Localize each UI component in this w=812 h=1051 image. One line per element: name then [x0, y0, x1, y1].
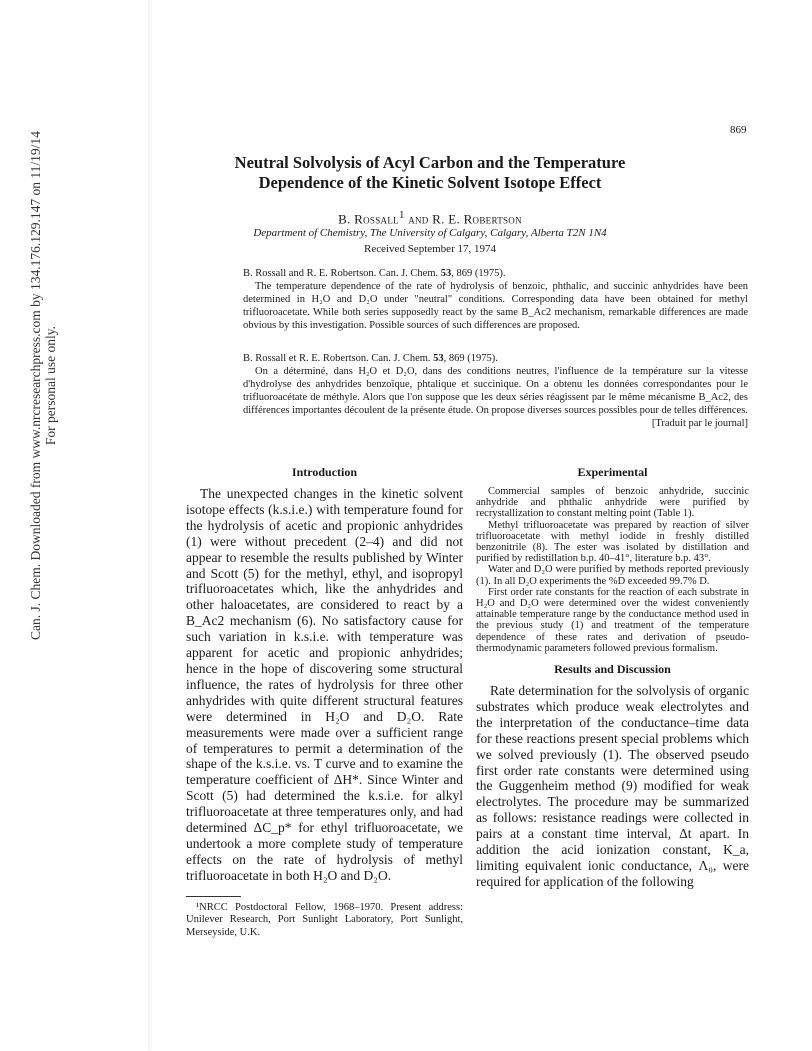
article-title: Neutral Solvolysis of Acyl Carbon and the Temperature Dependence of the Kinetic Solvent Isotope Effect [234, 153, 626, 192]
author-line [200, 209, 660, 227]
abstract-fr-text: On a déterminé, dans H₂O et D₂O, dans des conditions neutres, l'influence de la température sur la vitesse d'hydrolyse des anhydrides benzoïque, phtalique et succinique. On a obtenu les données correspondantes pour le trifluoroacétate de méthyle. Alors que l'on suppose que les deux séries réagissent par le même mécanisme B_Ac2, des différences importantes découlent de la présente étude. On propose diverses sources possibles pour de telles différences. [243, 366, 748, 416]
introduction-paragraph: The unexpected changes in the kinetic solvent isotope effects (k.s.i.e.) with temperature found for the hydrolysis of acetic and propionic anhydrides (1) were without precedent (2–4) and did not appear to resemble the results published by Winter and Scott (5) for the methyl, ethyl, and isopropyl trifluoroacetates which, like the anhydrides and other haloacetates, are considered to react by a B_Ac2 mechanism (6). No satisfactory cause for such variation in k.s.i.e. with temperature was apparent for acetic and propionic anhydrides; hence in the hope of discovering some structural influence, the rates of hydrolysis for three other anhydrides with quite different structural features were determined in H₂O and D₂O. Rate measurements were made over a sufficient range of temperatures to permit a determination of the shape of the k.s.i.e. vs. T curve and to examine the temperature coefficient of ΔH*. Since Winter and Scott (5) had determined the k.s.i.e. for alkyl trifluoroacetate at three temperatures only, and had determined ΔC_p* for ethyl trifluoroacetate, we undertook a more complete study of temperature effects on the rate of hydrolysis of methyl trifluoroacetate in both H₂O and D₂O. [186, 486, 463, 883]
affiliation: Department of Chemistry, The University of Calgary, Calgary, Alberta T2N 1N4 [253, 227, 607, 239]
author-1-name: ossall [363, 211, 399, 227]
results-heading: Results and Discussion [554, 662, 671, 677]
page-number: 869 [730, 124, 747, 136]
experimental-paragraph: Water and D₂O were purified by methods reported previously (1). In all D₂O experiments the %D exceeded 99.7% D. [476, 564, 749, 587]
experimental-paragraph: First order rate constants for the reaction of each substrate in H₂O and D₂O were determined over the widest conveniently attainable temperature range by the conductance method used in the previous study (1) and treatment of the temperature dependence of these rates and derivation of pseudo-thermodynamic parameters followed previous formalism. [476, 586, 749, 654]
introduction-heading: Introduction [291, 465, 358, 479]
watermark-line-1: Can. J. Chem. Downloaded from www.nrcresearchpress.com by 134.176.129.147 on 11/19/14 [28, 131, 43, 640]
author-conjunction: and [404, 211, 433, 227]
received-date: Received September 17, 1974 [364, 243, 496, 255]
experimental-paragraph: Commercial samples of benzoic anhydride, succinic anhydride and phthalic anhydride were purified by recrystallization to constant melting point (Table 1). [476, 486, 749, 520]
footnote: ¹NRCC Postdoctoral Fellow, 1968–1970. Present address: Unilever Research, Port Sunlight Laboratory, Port Sunlight, Merseyside, U.K. [186, 901, 463, 938]
right-column [476, 465, 749, 890]
author-1-initial: B. R [338, 211, 364, 227]
abstract-english [243, 267, 748, 332]
results-paragraph: Rate determination for the solvolysis of organic substrates which produce weak electrolytes and the interpretation of the conductance–time data for these reactions present special problems which we solved previously (1). The observed pseudo first order rate constants were determined using the Guggenheim method (9) modified for weak electrolytes. The procedure may be summarized as follows: resistance readings were collected in pairs at a constant time interval, Δt apart. In addition the acid ionization constant, K_a, limiting equivalent ionic conductance, Λ₀, were required for application of the following [476, 683, 749, 889]
watermark-line-2: For personal use only. [43, 325, 58, 446]
experimental-heading: Experimental [577, 465, 648, 479]
author-2-initial: R. E. R [432, 211, 473, 227]
author-1-footnote-mark: 1 [398, 209, 405, 221]
abstract-fr-citation: B. Rossall et R. E. Robertson. Can. J. Chem. 53, 869 (1975). [243, 353, 498, 364]
results-section [476, 662, 749, 890]
footnote-divider [186, 896, 241, 897]
abstract-french [243, 352, 748, 430]
abstract-en-citation: B. Rossall and R. E. Robertson. Can. J. Chem. 53, 869 (1975). [243, 268, 506, 279]
translation-credit: [Traduit par le journal] [651, 418, 748, 429]
experimental-paragraph: Methyl trifluoroacetate was prepared by reaction of silver trifluoroacetate with methyl iodide in freshly distilled benzonitrile (8). The ester was isolated by distillation and purified by redistillation b.p. 40–41°, literature b.p. 43°. [476, 519, 749, 565]
download-watermark [28, 131, 58, 640]
author-2-name: obertson [472, 211, 522, 227]
abstract-en-text: The temperature dependence of the rate of hydrolysis of benzoic, phthalic, and succinic anhydrides have been determined in H₂O and D₂O under "neutral" conditions. Corresponding data have been obtained for methyl trifluoroacetate. While both series supposedly react by the same B_Ac2 mechanism, remarkable differences are made obvious by this investigation. Possible sources of such differences are proposed. [243, 281, 748, 331]
left-column [186, 465, 463, 939]
margin-strip [148, 0, 152, 1051]
